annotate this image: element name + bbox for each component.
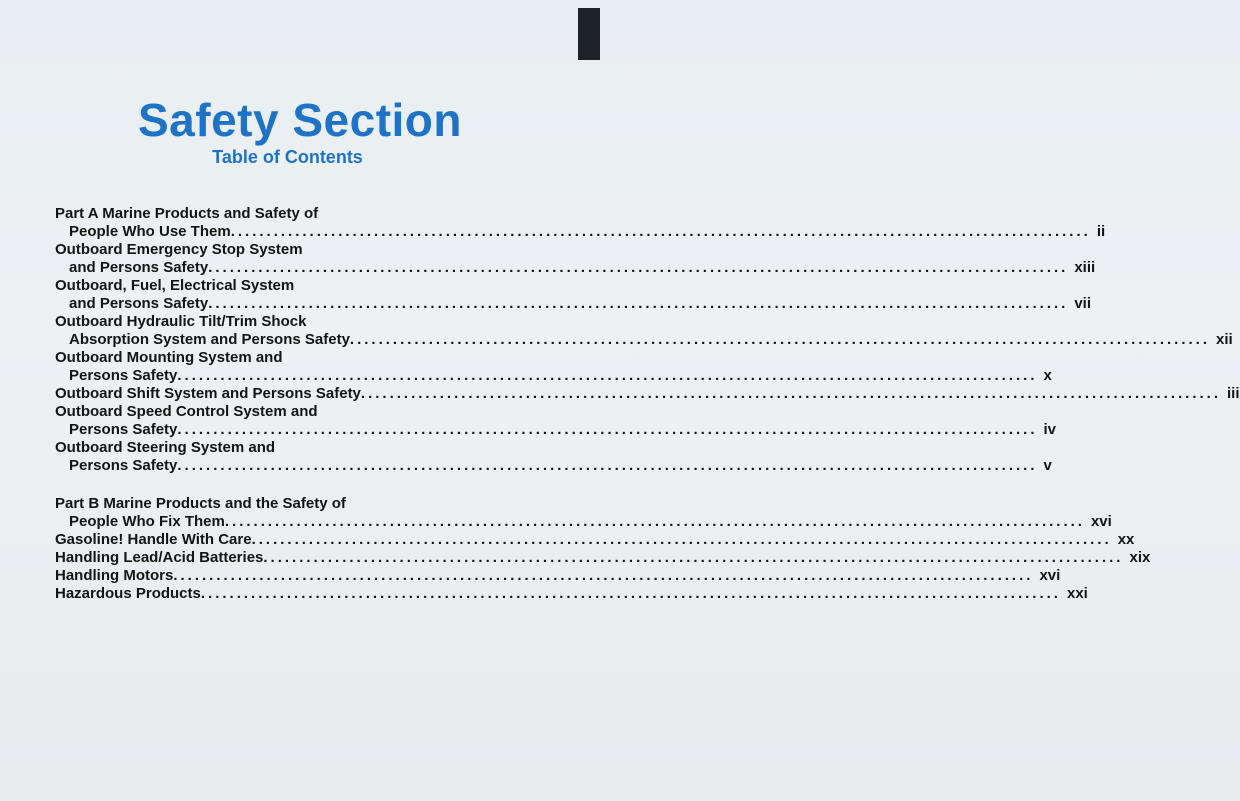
dot-leader: ........................................................................................................................ (230, 223, 1091, 240)
toc-line (55, 403, 555, 421)
toc-entry-label: People Who Use Them (69, 223, 231, 240)
toc-entry-label: Outboard Steering System and (55, 439, 276, 456)
toc-entry-label: Part A Marine Products and Safety of (55, 205, 319, 222)
dot-leader: ........................................................................................................................ (208, 259, 1069, 276)
toc-entry[interactable] (55, 531, 1135, 549)
dot-leader: ........................................................................................................................ (349, 331, 1211, 348)
toc-entry[interactable] (55, 513, 1112, 531)
toc-page-number: ii (1096, 223, 1106, 240)
toc-line (55, 277, 555, 295)
toc-page-number: iv (1043, 421, 1057, 438)
toc-entry-label: Persons Safety (69, 421, 178, 438)
toc-entry-label: Persons Safety (69, 457, 178, 474)
toc-line (55, 349, 555, 367)
toc-entry-label: and Persons Safety (69, 295, 209, 312)
toc-entry[interactable] (55, 421, 1057, 439)
toc-entry-label: Handling Lead/Acid Batteries (55, 549, 264, 566)
toc-page-number: iii (1227, 385, 1240, 402)
toc-heading: Table of Contents (212, 147, 363, 167)
toc-page-number: xx (1117, 531, 1135, 548)
toc-entry-label: Outboard Hydraulic Tilt/Trim Shock (55, 313, 307, 330)
dot-leader: ........................................................................................................................ (251, 531, 1112, 548)
toc-entry-label: Outboard Speed Control System and (55, 403, 318, 420)
dot-leader: ........................................................................................................................ (208, 295, 1069, 312)
toc-entry[interactable] (55, 585, 1088, 603)
toc-entry-label: Gasoline! Handle With Care (55, 531, 252, 548)
dot-leader: ........................................................................................................................ (177, 367, 1038, 384)
toc-entry[interactable] (55, 223, 1106, 241)
toc-page-number: xxi (1066, 585, 1088, 602)
toc-entry-label: Absorption System and Persons Safety (69, 331, 350, 348)
toc-line (55, 205, 555, 223)
dot-leader: ........................................................................................................................ (263, 549, 1124, 566)
toc-entry-label: and Persons Safety (69, 259, 209, 276)
toc-entry[interactable] (55, 385, 1240, 403)
toc-line (55, 439, 555, 457)
toc-line (55, 495, 555, 513)
section-gap (55, 475, 555, 495)
toc-line (55, 241, 555, 259)
toc-entry[interactable] (55, 367, 1052, 385)
toc-entry[interactable] (55, 567, 1061, 585)
dot-leader: ........................................................................................................................ (173, 567, 1034, 584)
toc-page-number: vii (1074, 295, 1092, 312)
toc-entry[interactable] (55, 549, 1151, 567)
dot-leader: ........................................................................................................................ (177, 421, 1038, 438)
page-edge-shadow (578, 8, 600, 60)
page-title: Safety Section (138, 93, 462, 146)
toc-entry-label: Handling Motors (55, 567, 174, 584)
toc-entry[interactable] (55, 331, 1233, 349)
toc-entry[interactable] (55, 295, 1092, 313)
toc-page-number: xii (1216, 331, 1233, 348)
toc-entry-label: Outboard Shift System and Persons Safety (55, 385, 361, 402)
toc-entry-label: Outboard, Fuel, Electrical System (55, 277, 295, 294)
toc-page-number: xiii (1074, 259, 1096, 276)
toc-page-number: v (1043, 457, 1052, 474)
toc-entry-label: People Who Fix Them (69, 513, 225, 530)
table-of-contents (55, 205, 1240, 603)
toc-entry[interactable] (55, 259, 1096, 277)
toc-entry-label: Outboard Mounting System and (55, 349, 283, 366)
dot-leader: ........................................................................................................................ (200, 585, 1061, 602)
toc-page-number: xix (1129, 549, 1151, 566)
toc-page-number: x (1043, 367, 1052, 384)
toc-entry-label: Hazardous Products (55, 585, 201, 602)
dot-leader: ........................................................................................................................ (360, 385, 1222, 402)
toc-entry[interactable] (55, 457, 1052, 475)
dot-leader: ........................................................................................................................ (177, 457, 1038, 474)
toc-line (55, 313, 555, 331)
toc-entry-label: Persons Safety (69, 367, 178, 384)
toc-page-number: xvi (1090, 513, 1112, 530)
toc-entry-label: Outboard Emergency Stop System (55, 241, 303, 258)
dot-leader: ........................................................................................................................ (224, 513, 1085, 530)
toc-entry-label: Part B Marine Products and the Safety of (55, 495, 346, 512)
toc-page-number: xvi (1039, 567, 1061, 584)
